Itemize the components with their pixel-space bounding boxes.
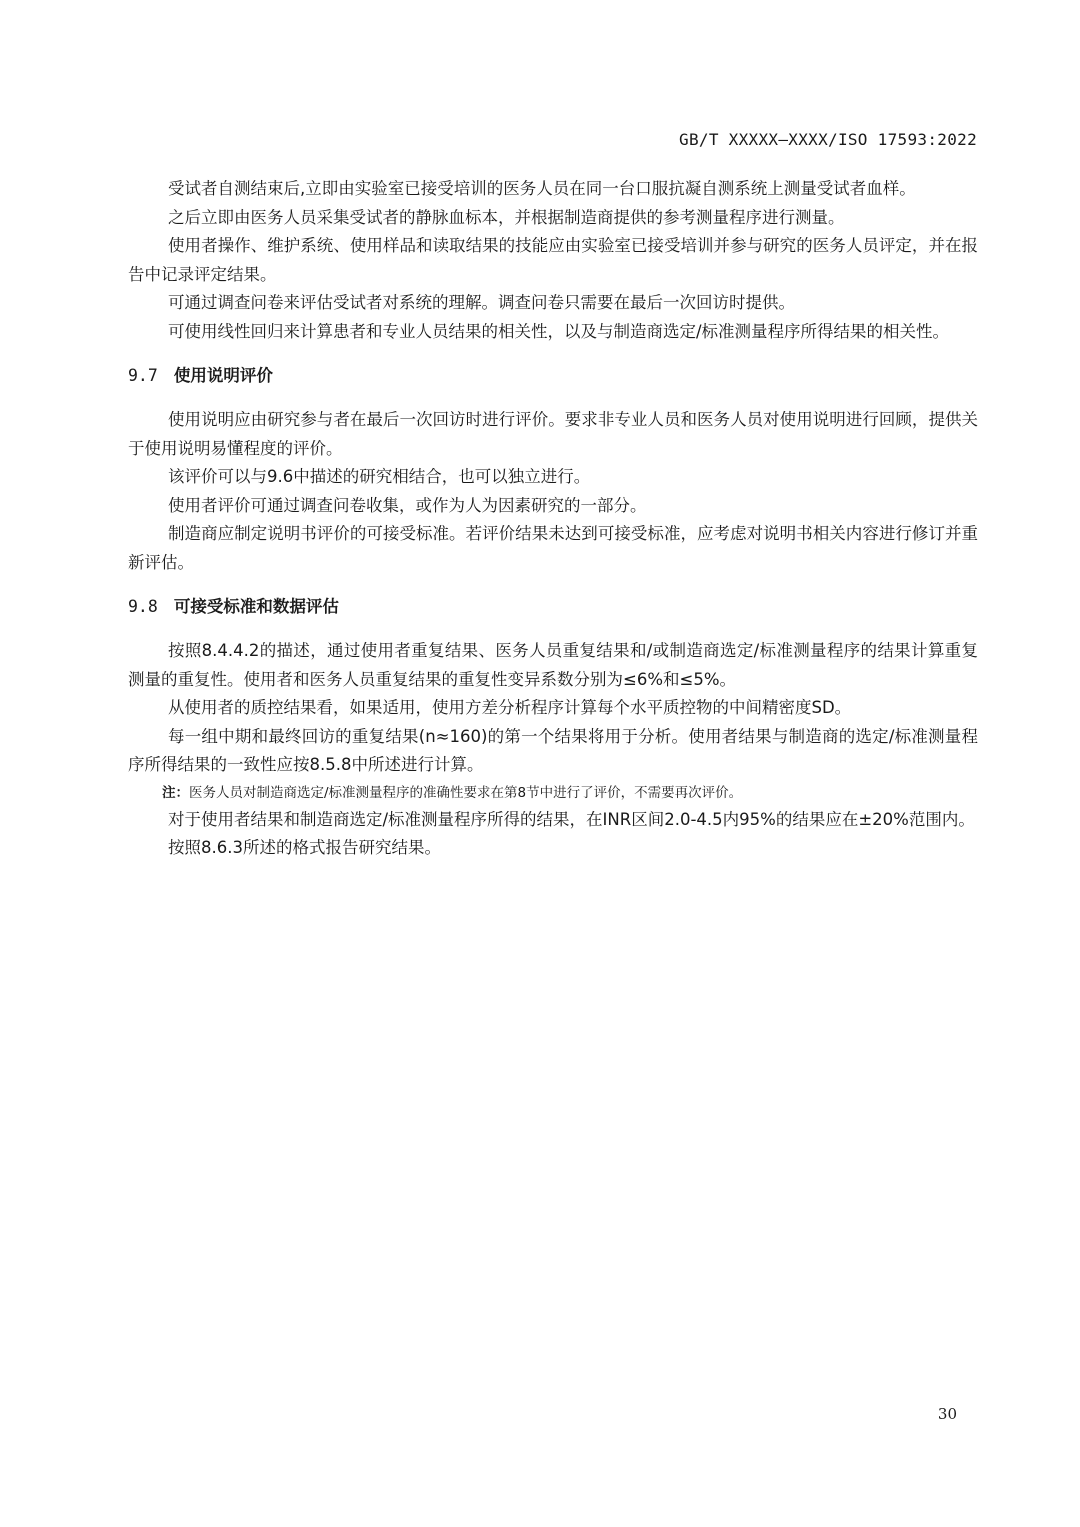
note [128, 780, 978, 806]
section-title: 可接受标准和数据评估 [173, 597, 339, 616]
paragraph: 可通过调查问卷来评估受试者对系统的理解。调查问卷只需要在最后一次回访时提供。 [168, 293, 795, 312]
paragraph: 按照8.4.4.2的描述，通过使用者重复结果、医务人员重复结果和/或制造商选定/标准测量程序的结果计算重复测量的重复性。使用者和医务人员重复结果的重复性变异系数分别为≤6%和≤5%。 [128, 641, 978, 689]
paragraph: 使用说明应由研究参与者在最后一次回访时进行评价。要求非专业人员和医务人员对使用说明进行回顾，提供关于使用说明易懂程度的评价。 [128, 410, 978, 458]
paragraph: 对于使用者结果和制造商选定/标准测量程序所得的结果，在INR区间2.0-4.5内95%的结果应在±20%范围内。 [168, 809, 975, 829]
note-text: 医务人员对制造商选定/标准测量程序的准确性要求在第8节中进行了评价，不需要再次评价。 [189, 784, 743, 801]
paragraph: 受试者自测结束后,立即由实验室已接受培训的医务人员在同一台口服抗凝自测系统上测量受试者血样。 [168, 179, 916, 198]
paragraph: 之后立即由医务人员采集受试者的静脉血标本，并根据制造商提供的参考测量程序进行测量。 [168, 207, 845, 227]
paragraph: 制造商应制定说明书评价的可接受标准。若评价结果未达到可接受标准，应考虑对说明书相关内容进行修订并重新评估。 [128, 524, 978, 572]
paragraph: 每一组中期和最终回访的重复结果(n≈160)的第一个结果将用于分析。使用者结果与制造商的选定/标准测量程序所得结果的一致性应按8.5.8中所述进行计算。 [128, 726, 978, 774]
page-number: 30 [937, 1405, 957, 1423]
section-number: 9.7 [128, 366, 158, 385]
note-label: 注： [162, 784, 189, 801]
paragraph: 可使用线性回归来计算患者和专业人员结果的相关性，以及与制造商选定/标准测量程序所得结果的相关性。 [168, 321, 950, 341]
section-heading-9-8 [128, 593, 978, 621]
paragraph: 按照8.6.3所述的格式报告研究结果。 [168, 838, 441, 857]
section-number: 9.8 [128, 597, 158, 616]
paragraph: 使用者操作、维护系统、使用样品和读取结果的技能应由实验室已接受培训并参与研究的医务人员评定，并在报告中记录评定结果。 [128, 236, 978, 284]
paragraph: 使用者评价可通过调查问卷收集，或作为人为因素研究的一部分。 [168, 495, 647, 515]
standard-number-header: GB/T XXXXX—XXXX/ISO 17593:2022 [679, 130, 977, 149]
section-heading-9-7 [128, 362, 978, 390]
paragraph: 该评价可以与9.6中描述的研究相结合，也可以独立进行。 [168, 467, 591, 486]
paragraph: 从使用者的质控结果看，如果适用，使用方差分析程序计算每个水平质控物的中间精密度SD。 [168, 698, 852, 717]
document-body [128, 175, 978, 863]
section-title: 使用说明评价 [173, 366, 273, 385]
